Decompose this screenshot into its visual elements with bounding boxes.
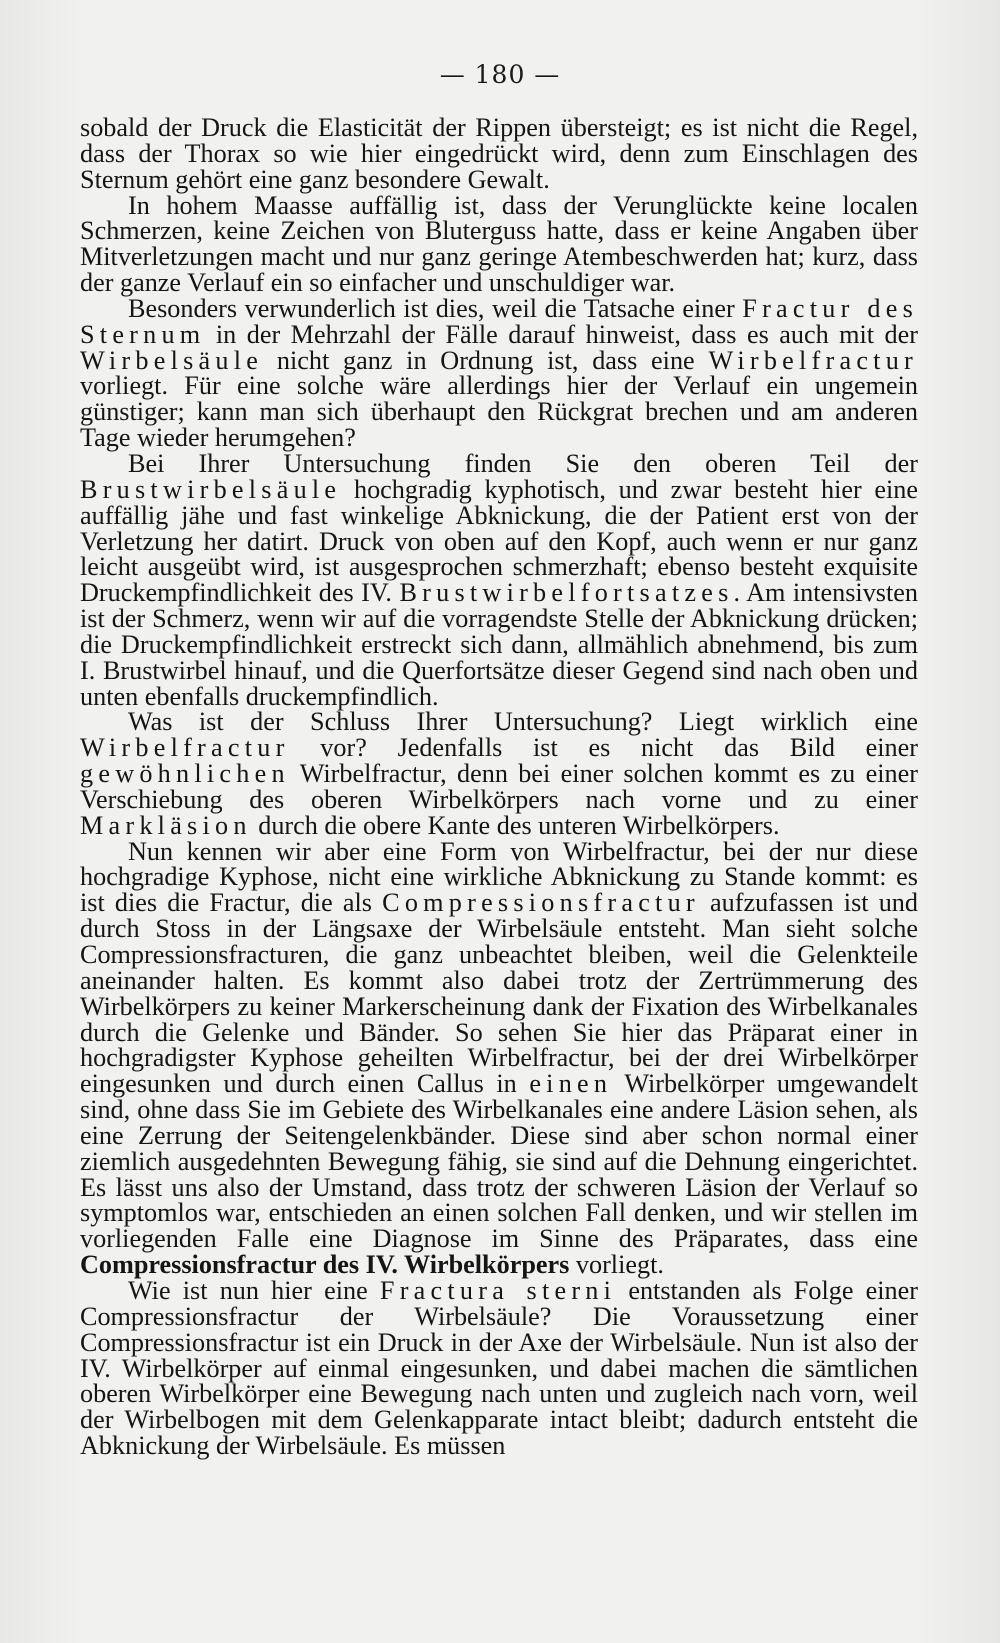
text-run: hochgradig kyphotisch, und zwar besteht hier eine auffällig jähe und fast winkelige Abknickung, die der Patient erst von der Verletzung her datirt. Druck von oben auf den Kopf, auch wenn er nur ganz leicht ausgeübt wird, ist ausgesprochen schmerzhaft; ebenso besteht exquisite Druckempfindlichkeit des IV.	[80, 474, 918, 608]
text-run: Wirbelkörper umgewandelt sind, ohne dass Sie im Gebiete des Wirbelkanales eine andere Läsion sehen, als eine Zerrung der Seitengelenkbänder. Diese sind aber schon normal einer ziemlich ausgedehnten Bewegung fähig, sie sind auf die Dehnung eingerichtet. Es lässt uns also der Umstand, dass trotz der schweren Läsion der Verlauf so symptomlos war, entschieden an einen solchen Fall denken, und wir stellen im vorliegenden Falle eine Diagnose im Sinne des Präparates, dass eine	[80, 1069, 919, 1254]
paragraph	[80, 709, 918, 838]
paragraph	[80, 115, 918, 193]
paragraph	[80, 448, 918, 711]
spaced-emphasis: Brustwirbelsäule	[80, 474, 342, 504]
paragraph	[80, 836, 919, 1280]
text-run: durch die obere Kante des unteren Wirbelkörpers.	[251, 810, 780, 840]
text-run: vor? Jedenfalls ist es nicht das Bild einer	[289, 733, 918, 763]
page-number: — 180 —	[439, 60, 561, 89]
text-run: in der Mehrzahl der Fälle darauf hinweist, dass es auch mit der	[205, 319, 918, 349]
text-run: Wirbelfractur, denn bei einer solchen kommt es zu einer Verschiebung des oberen Wirbelkörpers nach vorne und zu einer	[80, 759, 918, 814]
text-run: sobald der Druck die Elasticität der Rippen übersteigt; es ist nicht die Regel, dass der Thorax so wie hier eingedrückt wird, denn zum Einschlagen des Sternum gehört eine ganz besondere Gewalt.	[80, 113, 918, 194]
spaced-emphasis: Markläsion	[80, 810, 252, 840]
spaced-emphasis: Fractura sterni	[379, 1275, 617, 1305]
spaced-emphasis: Wirbelfractur	[80, 733, 290, 763]
paragraph	[80, 293, 919, 453]
text-run: Wie ist nun hier eine	[128, 1275, 380, 1305]
spaced-emphasis: Fractur des Sternum	[80, 293, 919, 349]
paragraph	[80, 1275, 918, 1461]
paragraph	[80, 190, 918, 298]
spaced-emphasis: Compressionsfractur	[382, 888, 700, 918]
text-run: vorliegt.	[569, 1250, 664, 1280]
spaced-emphasis: gewöhnlichen	[80, 759, 290, 789]
text-run: aufzufassen ist und durch Stoss in der Längsaxe der Wirbelsäule entsteht. Man sieht solche Compressionsfracturen, die ganz unbeachtet bleiben, weil die Gelenkteile aneinander halten. Es kommt also dabei trotz der Zertrümmerung des Wirbelkörpers zu keiner Markerscheinung dank der Fixation des Wirbelkanales durch die Gelenke und Bänder. So sehen Sie hier das Präparat einer in hochgradigster Kyphose geheilten Wirbelfractur, bei der drei Wirbelkörper eingesunken und durch einen Callus in	[80, 888, 918, 1099]
spaced-emphasis: Wirbelsäule	[80, 345, 264, 375]
text-run: Besonders verwunderlich ist dies, weil die Tatsache einer	[128, 293, 743, 323]
text-run: Bei Ihrer Untersuchung finden Sie den oberen Teil der	[128, 448, 918, 478]
spaced-emphasis: Wirbelfractur	[708, 345, 918, 375]
text-run: vorliegt. Für eine solche wäre allerdings hier der Verlauf ein ungemein günstiger; kann man sich überhaupt den Rückgrat brechen und am anderen Tage wieder herumgehen?	[80, 371, 918, 453]
body-text	[80, 115, 918, 1459]
bold-emphasis: Compressionsfractur des IV. Wirbelkörpers	[80, 1250, 570, 1280]
spaced-emphasis: Brustwirbelfortsatzes	[399, 578, 734, 608]
text-run: Nun kennen wir aber eine Form von Wirbelfractur, bei der nur diese hochgradige Kyphose, nicht eine wirkliche Abknickung zu Stande kommt: es ist dies die Fractur, die als	[80, 836, 918, 918]
text-run: Was ist der Schluss Ihrer Untersuchung? Liegt wirklich eine	[128, 707, 918, 737]
text-run: . Am intensivsten ist der Schmerz, wenn wir auf die vorragendste Stelle der Abknickung drücken; die Druckempfindlichkeit erstreckt sich dann, allmählich abnehmend, bis zum I. Brustwirbel hinauf, und die Querfortsätze dieser Gegend sind nach oben und unten ebenfalls druckempfindlich.	[80, 578, 918, 711]
spaced-emphasis: einen	[529, 1069, 613, 1099]
text-run: nicht ganz in Ordnung ist, dass eine	[263, 345, 709, 375]
text-run: In hohem Maasse auffällig ist, dass der Verunglückte keine localen Schmerzen, keine Zeichen von Bluterguss hatte, dass er keine Angaben über Mitverletzungen macht und nur ganz geringe Atembeschwerden hat; kurz, dass der ganze Verlauf ein so einfacher und unschuldiger war.	[80, 190, 918, 298]
text-run: entstanden als Folge einer Compressionsfractur der Wirbelsäule? Die Voraussetzung einer Compressionsfractur ist ein Druck in der Axe der Wirbelsäule. Nun ist also der IV. Wirbelkörper auf einmal eingesunken, und dabei machen die sämtlichen oberen Wirbelkörper eine Bewegung nach unten und zugleich nach vorn, weil der Wirbelbogen mit dem Gelenkapparate intact bleibt; dadurch entsteht die Abknickung der Wirbelsäule. Es müssen	[80, 1275, 918, 1461]
